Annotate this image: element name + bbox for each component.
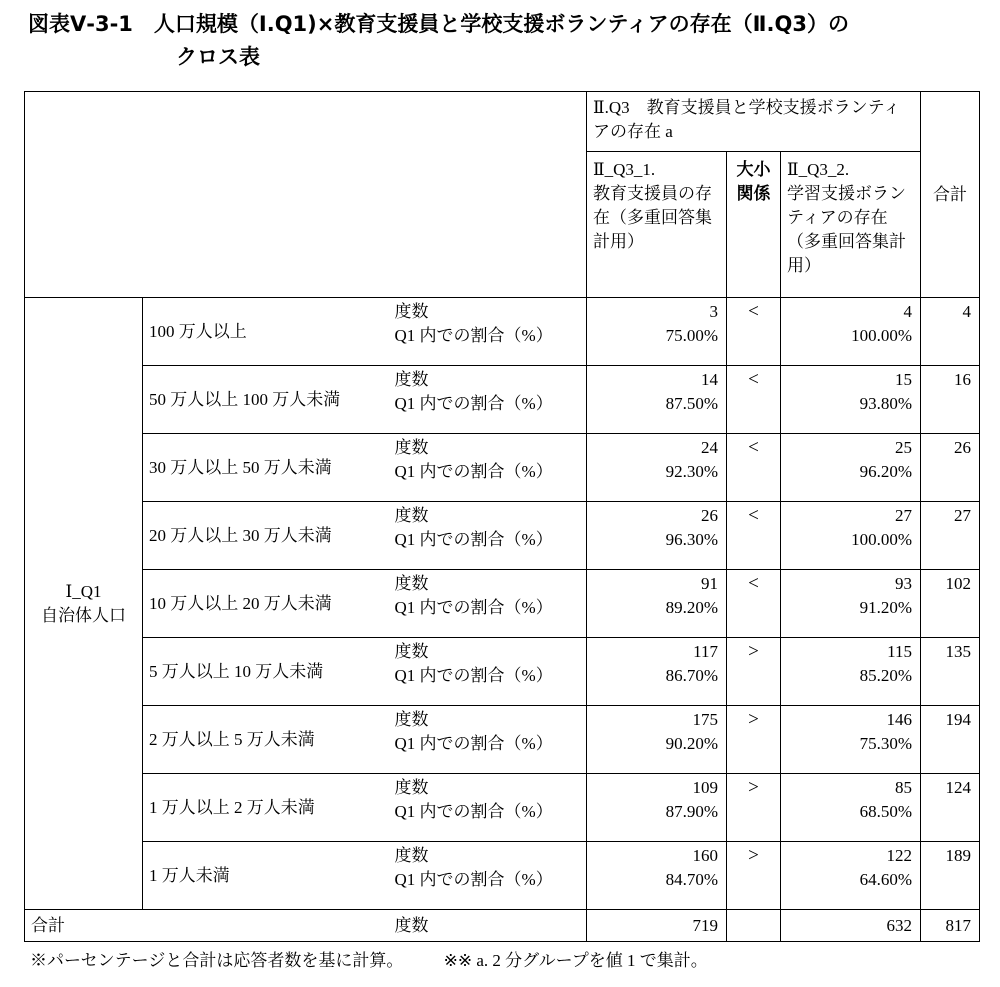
edu-support-pct: 87.90% <box>665 802 719 821</box>
edu-support-cell <box>587 434 727 502</box>
volunteer-count: 115 <box>887 642 913 661</box>
volunteer-count: 25 <box>895 438 913 457</box>
measure-cell <box>391 298 587 366</box>
relation-sign: < <box>727 434 781 502</box>
edu-support-cell <box>587 366 727 434</box>
volunteer-cell <box>781 298 921 366</box>
edu-support-pct: 89.20% <box>665 598 719 617</box>
volunteer-pct: 68.50% <box>859 802 913 821</box>
edu-support-cell <box>587 842 727 910</box>
row-total: 135 <box>921 638 980 706</box>
edu-support-pct: 75.00% <box>665 326 719 345</box>
total-row-label: 合計 <box>25 910 391 942</box>
volunteer-pct: 64.60% <box>859 870 913 889</box>
edu-support-cell <box>587 570 727 638</box>
table-row <box>25 298 980 366</box>
edu-support-cell <box>587 502 727 570</box>
measure-cell <box>391 706 587 774</box>
measure-count-label: 度数 <box>394 302 429 321</box>
measure-count-label: 度数 <box>394 778 429 797</box>
relation-sign: > <box>727 842 781 910</box>
table-row <box>25 842 980 910</box>
measure-count-label: 度数 <box>394 370 429 389</box>
category-label: 50 万人以上 100 万人未満 <box>143 366 391 434</box>
row-group-label: Ⅰ_Q1 自治体人口 <box>25 298 143 910</box>
volunteer-cell <box>781 774 921 842</box>
edu-support-count: 24 <box>701 438 719 457</box>
table-row <box>25 502 980 570</box>
title-line-2: クロス表 <box>176 45 260 69</box>
volunteer-count: 122 <box>886 846 913 865</box>
volunteer-cell <box>781 366 921 434</box>
total-relation-empty <box>727 910 781 942</box>
measure-cell <box>391 366 587 434</box>
volunteer-count: 27 <box>895 506 913 525</box>
total-row <box>25 910 980 942</box>
volunteer-count: 85 <box>895 778 913 797</box>
edu-support-count: 91 <box>701 574 719 593</box>
edu-support-count: 175 <box>692 710 719 729</box>
relation-sign: < <box>727 298 781 366</box>
edu-support-count: 14 <box>701 370 719 389</box>
title-line-1: 図表Ⅴ-3-1 人口規模（Ⅰ.Q1)×教育支援員と学校支援ボランティアの存在（Ⅱ.Q3）の <box>28 12 849 36</box>
row-total: 4 <box>921 298 980 366</box>
row-total: 102 <box>921 570 980 638</box>
measure-pct-label: Q1 内での割合（%） <box>394 326 553 345</box>
volunteer-cell <box>781 434 921 502</box>
measure-count-label: 度数 <box>394 506 429 525</box>
edu-support-cell <box>587 638 727 706</box>
row-total: 124 <box>921 774 980 842</box>
measure-cell <box>391 638 587 706</box>
edu-support-count: 160 <box>692 846 719 865</box>
grand-total: 817 <box>921 910 980 942</box>
relation-sign: < <box>727 570 781 638</box>
volunteer-cell <box>781 570 921 638</box>
measure-pct-label: Q1 内での割合（%） <box>394 870 553 889</box>
category-label: 2 万人以上 5 万人未満 <box>143 706 391 774</box>
total-volunteer-count: 632 <box>781 910 921 942</box>
corner-cell <box>25 92 587 298</box>
total-edu-support-count: 719 <box>587 910 727 942</box>
category-label: 10 万人以上 20 万人未満 <box>143 570 391 638</box>
measure-count-label: 度数 <box>394 574 429 593</box>
measure-pct-label: Q1 内での割合（%） <box>394 598 553 617</box>
measure-count-label: 度数 <box>394 710 429 729</box>
footnote <box>30 948 980 974</box>
category-label: 5 万人以上 10 万人未満 <box>143 638 391 706</box>
row-total: 194 <box>921 706 980 774</box>
row-total: 189 <box>921 842 980 910</box>
volunteer-count: 4 <box>903 302 913 321</box>
volunteer-cell <box>781 706 921 774</box>
table-row <box>25 570 980 638</box>
volunteer-pct: 100.00% <box>851 530 913 549</box>
volunteer-pct: 85.20% <box>859 666 913 685</box>
header-total: 合計 <box>921 92 980 298</box>
edu-support-count: 26 <box>701 506 719 525</box>
volunteer-pct: 75.30% <box>859 734 913 753</box>
relation-sign: > <box>727 774 781 842</box>
table-row <box>25 706 980 774</box>
category-label: 1 万人未満 <box>143 842 391 910</box>
volunteer-pct: 91.20% <box>859 598 913 617</box>
header-col-relation: 大小関係 <box>727 152 781 298</box>
measure-cell <box>391 502 587 570</box>
edu-support-cell <box>587 298 727 366</box>
table-row <box>25 774 980 842</box>
measure-count-label: 度数 <box>394 846 429 865</box>
edu-support-pct: 84.70% <box>665 870 719 889</box>
footnote-note-2: ※※ a. 2 分グループを値 1 で集計。 <box>443 951 708 970</box>
volunteer-pct: 96.20% <box>859 462 913 481</box>
row-total: 16 <box>921 366 980 434</box>
measure-pct-label: Q1 内での割合（%） <box>394 734 553 753</box>
edu-support-count: 117 <box>693 642 719 661</box>
relation-sign: > <box>727 638 781 706</box>
edu-support-count: 3 <box>709 302 719 321</box>
header-col-volunteer: Ⅱ_Q3_2. 学習支援ボランティアの存在（多重回答集計用） <box>781 152 921 298</box>
edu-support-cell <box>587 774 727 842</box>
edu-support-pct: 86.70% <box>665 666 719 685</box>
footnote-note-1: ※パーセンテージと合計は応答者数を基に計算。 <box>30 951 404 970</box>
edu-support-cell <box>587 706 727 774</box>
edu-support-pct: 90.20% <box>665 734 719 753</box>
edu-support-pct: 92.30% <box>665 462 719 481</box>
volunteer-count: 146 <box>886 710 913 729</box>
relation-sign: < <box>727 502 781 570</box>
table-row <box>25 638 980 706</box>
measure-pct-label: Q1 内での割合（%） <box>394 394 553 413</box>
table-row <box>25 434 980 502</box>
category-label: 1 万人以上 2 万人未満 <box>143 774 391 842</box>
measure-pct-label: Q1 内での割合（%） <box>394 530 553 549</box>
measure-cell <box>391 842 587 910</box>
measure-pct-label: Q1 内での割合（%） <box>394 462 553 481</box>
relation-sign: > <box>727 706 781 774</box>
measure-cell <box>391 434 587 502</box>
measure-count-label: 度数 <box>394 642 429 661</box>
volunteer-cell <box>781 842 921 910</box>
row-total: 27 <box>921 502 980 570</box>
header-col-education-support: Ⅱ_Q3_1. 教育支援員の存在（多重回答集計用） <box>587 152 727 298</box>
measure-cell <box>391 570 587 638</box>
category-label: 30 万人以上 50 万人未満 <box>143 434 391 502</box>
category-label: 20 万人以上 30 万人未満 <box>143 502 391 570</box>
table-title <box>28 8 988 74</box>
edu-support-pct: 96.30% <box>665 530 719 549</box>
total-row-measure: 度数 <box>391 910 587 942</box>
cross-table <box>24 91 980 942</box>
measure-pct-label: Q1 内での割合（%） <box>394 802 553 821</box>
measure-count-label: 度数 <box>394 438 429 457</box>
measure-cell <box>391 774 587 842</box>
volunteer-cell <box>781 638 921 706</box>
volunteer-count: 15 <box>895 370 913 389</box>
table-row <box>25 366 980 434</box>
row-total: 26 <box>921 434 980 502</box>
header-group-label: Ⅱ.Q3 教育支援員と学校支援ボランティアの存在 a <box>587 92 921 152</box>
edu-support-pct: 87.50% <box>665 394 719 413</box>
edu-support-count: 109 <box>692 778 719 797</box>
volunteer-cell <box>781 502 921 570</box>
measure-pct-label: Q1 内での割合（%） <box>394 666 553 685</box>
volunteer-pct: 100.00% <box>851 326 913 345</box>
volunteer-count: 93 <box>895 574 913 593</box>
category-label: 100 万人以上 <box>143 298 391 366</box>
relation-sign: < <box>727 366 781 434</box>
volunteer-pct: 93.80% <box>859 394 913 413</box>
